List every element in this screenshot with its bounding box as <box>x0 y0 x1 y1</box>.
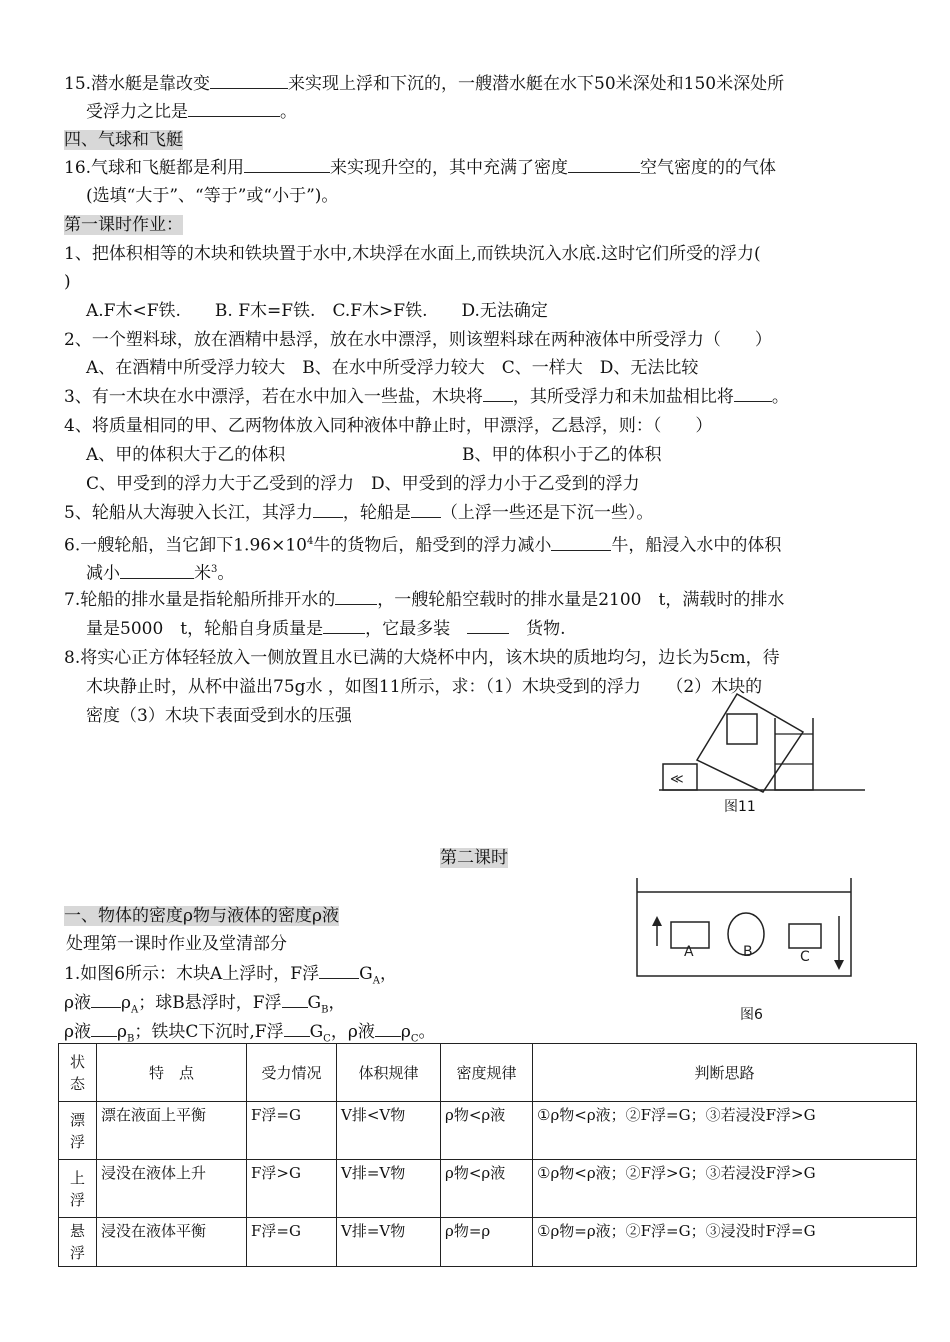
hw1-line2: ) <box>64 272 71 292</box>
q15-line2 <box>86 100 297 124</box>
header-cell: 判断思路 <box>533 1044 917 1102</box>
table-row <box>59 1160 917 1218</box>
hw4-opt-a: A、甲的体积大于乙的体积 <box>86 445 286 465</box>
figure-11 <box>655 692 870 797</box>
text: B <box>321 1004 329 1016</box>
header-cell: 密度规律 <box>441 1044 533 1102</box>
answer-blank[interactable] <box>323 617 365 634</box>
text: 1.如图6所示：木块A上浮时，F浮 <box>64 964 320 984</box>
text: B <box>127 1033 135 1045</box>
q15-line1 <box>64 72 784 96</box>
hw8-line3: 密度（3）木块下表面受到水的压强 <box>86 706 352 726</box>
text: 牛的货物后，船受到的浮力减小 <box>313 535 552 556</box>
density-cell: ρ物<ρ液 <box>441 1160 533 1218</box>
answer-blank[interactable] <box>282 991 308 1008</box>
text: 5、轮船从大海驶入长江，其浮力 <box>64 503 313 523</box>
text: ， <box>328 993 346 1013</box>
text: 来实现升空的，其中充满了密度 <box>330 158 569 178</box>
volume-cell: V排<V物 <box>337 1102 441 1160</box>
force-cell: F浮=G <box>247 1102 337 1160</box>
hw3-line <box>64 385 789 409</box>
figure-6-caption: 图6 <box>740 1007 763 1023</box>
state-cell: 悬浮 <box>59 1218 97 1267</box>
answer-blank[interactable] <box>734 385 772 402</box>
block-c <box>789 924 821 948</box>
volume-cell: V排=V物 <box>337 1218 441 1267</box>
text: 减小 <box>86 563 120 584</box>
volume-cell: V排=V物 <box>337 1160 441 1218</box>
table-row <box>59 1218 917 1267</box>
text: ，轮船是 <box>342 503 411 523</box>
figure-6 <box>633 876 858 982</box>
text: ，它最多装 <box>365 619 451 639</box>
text: C <box>323 1033 331 1045</box>
answer-blank[interactable] <box>319 962 359 979</box>
text: ， <box>379 964 397 984</box>
answer-blank[interactable] <box>91 1020 117 1037</box>
text: 米 <box>194 563 211 584</box>
text: 15.潜水艇是靠改变 <box>64 74 211 94</box>
answer-blank[interactable] <box>551 534 611 551</box>
text: ρ液 <box>64 993 91 1013</box>
text: A <box>131 1004 139 1016</box>
feature-cell: 浸没在液体平衡 <box>97 1218 247 1267</box>
header-cell: 状态 <box>59 1044 97 1102</box>
answer-blank[interactable] <box>483 385 513 402</box>
text: 4 <box>306 536 314 547</box>
answer-blank[interactable] <box>120 562 194 579</box>
text: ，一艘轮船空载时的排水量是2100 t，满载时的排水 <box>377 590 785 610</box>
text: 6.一艘轮船，当它卸下1.96×10 <box>64 535 307 556</box>
label-c: C <box>800 949 810 965</box>
hw2-options: A、在酒精中所受浮力较大 B、在水中所受浮力较大 C、一样大 D、无法比较 <box>86 358 699 378</box>
logic-cell: ①ρ物<ρ液；②F浮>G；③若浸没F浮>G <box>533 1160 917 1218</box>
text: G <box>309 1022 324 1042</box>
text: ρ <box>400 1022 411 1042</box>
text: 来实现上浮和下沉的，一艘潜水艇在水下50米深处和150米深处所 <box>288 74 785 94</box>
hw6-line1 <box>64 530 781 554</box>
text: 16.气球和飞艇都是利用 <box>64 158 245 178</box>
text: 3、有一木块在水中漂浮，若在水中加入一些盐，木块将 <box>64 387 483 407</box>
q1-line3 <box>64 1020 435 1044</box>
table-header-row <box>59 1044 917 1102</box>
answer-blank[interactable] <box>188 100 280 117</box>
wood-block <box>727 714 757 744</box>
table-row <box>59 1102 917 1160</box>
text: 货物. <box>526 619 566 639</box>
density-cell: ρ物<ρ液 <box>441 1102 533 1160</box>
answer-blank[interactable] <box>313 501 343 518</box>
hw6-line2 <box>86 558 234 582</box>
hw7-line1 <box>64 588 784 612</box>
answer-blank[interactable] <box>411 501 441 518</box>
q16-line2: (选填“大于”、“等于”或“小于”)。 <box>86 186 339 206</box>
answer-blank[interactable] <box>335 588 377 605</box>
q16-line1 <box>64 156 776 180</box>
header-cell: 特 点 <box>97 1044 247 1102</box>
q1-line1 <box>64 962 397 986</box>
text: 。 <box>280 102 297 122</box>
q1-line2 <box>64 991 345 1015</box>
force-cell: F浮>G <box>247 1160 337 1218</box>
feature-cell: 浸没在液体上升 <box>97 1160 247 1218</box>
text: 。 <box>771 387 789 407</box>
homework-title: 第一课时作业： <box>64 215 183 235</box>
figure-11-caption: 图11 <box>724 799 756 815</box>
header-cell: 体积规律 <box>337 1044 441 1102</box>
text: （上浮一些还是下沉一些）。 <box>440 503 654 523</box>
text: 。 <box>418 1022 436 1042</box>
buoyancy-table <box>58 1043 917 1267</box>
text: A <box>372 975 380 987</box>
text: D、甲受到的浮力小于乙受到的浮力 <box>371 474 640 494</box>
feature-cell: 漂在液面上平衡 <box>97 1102 247 1160</box>
text: 7.轮船的排水量是指轮船所排开水的 <box>64 590 336 610</box>
text: ρ液 <box>64 1022 91 1042</box>
hw8-line2: 木块静止时，从杯中溢出75g水 ，如图11所示，求：（1）木块受到的浮力 （2）木块的 <box>86 677 763 697</box>
force-cell: F浮=G <box>247 1218 337 1267</box>
right-beaker <box>775 718 813 790</box>
hw4-line1: 4、将质量相同的甲、乙两物体放入同种液体中静止时，甲漂浮，乙悬浮，则：（ ） <box>64 416 713 436</box>
text: C <box>410 1033 419 1045</box>
text: 受浮力之比是 <box>86 102 188 122</box>
answer-blank[interactable] <box>244 156 330 173</box>
cup-marking: ≪ <box>670 772 684 787</box>
hw5-line <box>64 501 653 525</box>
hw4-opt-cd <box>86 472 640 496</box>
label-a: A <box>684 944 694 960</box>
logic-cell: ①ρ物=ρ液；②F浮=G；③浸没时F浮=G <box>533 1218 917 1267</box>
text: 牛，船浸入水中的体积 <box>611 535 782 556</box>
state-cell: 上浮 <box>59 1160 97 1218</box>
label-b: B <box>743 944 753 960</box>
text: 。 <box>217 563 235 584</box>
text: 量是5000 t，轮船自身质量是 <box>86 619 324 639</box>
hw2-line1: 2、一个塑料球，放在酒精中悬浮，放在水中漂浮，则该塑料球在两种液体中所受浮力（ ） <box>64 330 772 350</box>
text: ，ρ液 <box>330 1022 375 1042</box>
density-cell: ρ物=ρ <box>441 1218 533 1267</box>
down-arrow-head <box>834 960 844 970</box>
text: ；铁块C下沉时,F浮 <box>134 1022 284 1042</box>
text: G <box>307 993 322 1013</box>
section-1-title: 一、物体的密度ρ物与液体的密度ρ液 <box>64 906 339 926</box>
section-1-sub: 处理第一课时作业及堂清部分 <box>66 934 287 954</box>
answer-blank[interactable] <box>375 1020 401 1037</box>
hw7-line2 <box>86 617 566 641</box>
answer-blank[interactable] <box>284 1020 310 1037</box>
text: 空气密度的的气体 <box>640 158 777 178</box>
answer-blank[interactable] <box>91 991 121 1008</box>
text: 3 <box>211 564 218 575</box>
state-cell: 漂浮 <box>59 1102 97 1160</box>
text: C、甲受到的浮力大于乙受到的浮力 <box>86 474 355 494</box>
up-arrow-head <box>652 916 662 926</box>
lesson-2-title: 第二课时 <box>440 848 508 868</box>
text: ρ <box>121 993 131 1013</box>
hw4-opt-b: B、甲的体积小于乙的体积 <box>462 445 662 465</box>
text: ；球B悬浮时，F浮 <box>138 993 282 1013</box>
text: ρ <box>117 1022 127 1042</box>
hw8-line1: 8.将实心正方体轻轻放入一侧放置且水已满的大烧杯中内，该木块的质地均匀，边长为5cm，待 <box>64 648 780 668</box>
answer-blank[interactable] <box>467 617 509 634</box>
answer-blank[interactable] <box>210 72 288 89</box>
section-4-title: 四、气球和飞艇 <box>64 130 183 150</box>
text: G <box>359 964 373 984</box>
hw1-options: A.F木<F铁. B. F木=F铁. C.F木>F铁. D.无法确定 <box>86 301 548 321</box>
text: ，其所受浮力和未加盐相比将 <box>512 387 734 407</box>
hw1-line1: 1、把体积相等的木块和铁块置于水中,木块浮在水面上,而铁块沉入水底.这时它们所受的浮力( <box>64 244 761 264</box>
header-cell: 受力情况 <box>247 1044 337 1102</box>
answer-blank[interactable] <box>568 156 640 173</box>
logic-cell: ①ρ物<ρ液；②F浮=G；③若浸没F浮>G <box>533 1102 917 1160</box>
